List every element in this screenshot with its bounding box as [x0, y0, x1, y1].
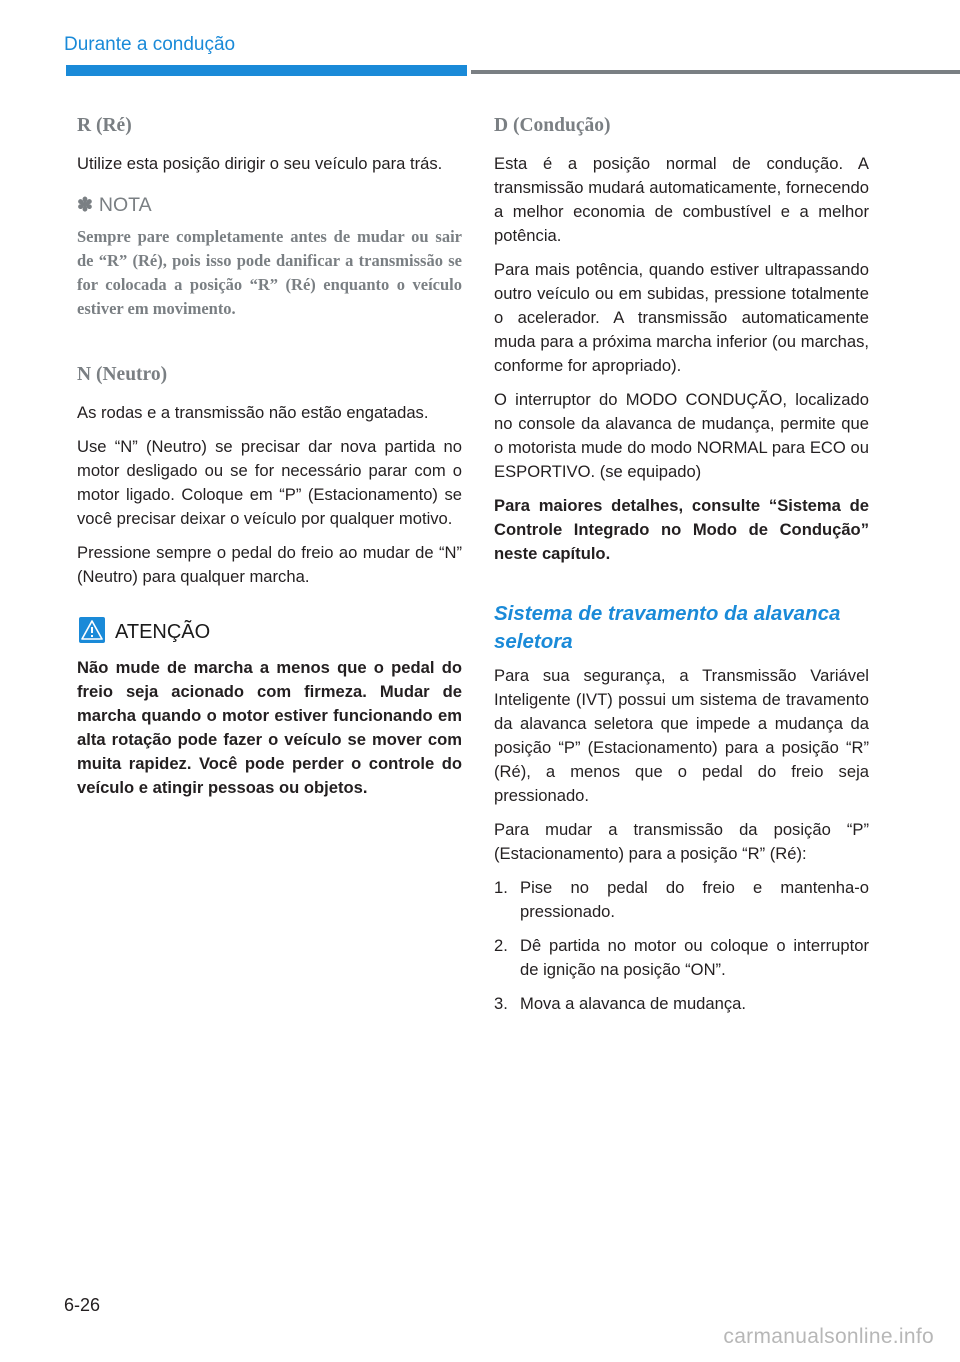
page-number: 6-26: [64, 1295, 101, 1315]
d-paragraph-3: O interruptor do MODO CONDUÇÃO, localizado no console da alavanca de mudança, permite que o motorista mude do modo NORMAL para ECO ou ESPORTIVO. (se equipado): [494, 390, 869, 481]
step-text: Pise no pedal do freio e mantenha-o pressionado.: [520, 878, 869, 921]
step-text: Mova a alavanca de mudança.: [520, 994, 747, 1013]
d-paragraph-1: Esta é a posição normal de condução. A transmissão mudará automaticamente, fornecendo a melhor economia de combustível e a melhor potência.: [494, 154, 869, 245]
heading-d: D (Condução): [494, 115, 611, 136]
list-item: [494, 992, 869, 1016]
atencao-heading: [77, 615, 462, 644]
d-paragraph-4: Para maiores detalhes, consulte “Sistema de Controle Integrado no Modo de Condução” neste capítulo.: [494, 496, 869, 563]
section-title: Durante a condução: [64, 34, 236, 55]
d-paragraph-2: Para mais potência, quando estiver ultrapassando outro veículo ou em subidas, pressione totalmente o acelerador. A transmissão automaticamente muda para a próxima marcha inferior (ou marchas, conforme for apropriado).: [494, 260, 869, 375]
step-number: 3.: [494, 994, 508, 1013]
atencao-text: Não mude de marcha a menos que o pedal do freio seja acionado com firmeza. Mudar de marcha quando o motor estiver funcionando em alta rotação pode fazer o veículo se mover com muita rapidez. Você pode perder o controle do veículo e atingir pessoas ou objetos.: [77, 658, 462, 797]
step-number: 1.: [494, 878, 508, 897]
nota-label: NOTA: [98, 194, 152, 216]
step-text: Dê partida no motor ou coloque o interruptor de ignição na posição “ON”.: [520, 936, 869, 979]
steps-list: [494, 876, 869, 1016]
lock-paragraph-2: Para mudar a transmissão da posição “P” (Estacionamento) para a posição “R” (Ré):: [494, 820, 869, 863]
header-divider-bar: [471, 70, 960, 74]
r-paragraph: Utilize esta posição dirigir o seu veículo para trás.: [77, 154, 443, 173]
list-item: [494, 934, 869, 982]
n-paragraph-3: Pressione sempre o pedal do freio ao mudar de “N” (Neutro) para qualquer marcha.: [77, 543, 462, 586]
atencao-label: ATENÇÃO: [115, 621, 211, 643]
warning-icon: [79, 617, 105, 643]
nota-heading: [77, 194, 462, 217]
left-column: [77, 112, 462, 800]
n-paragraph-2: Use “N” (Neutro) se precisar dar nova partida no motor desligado ou se for necessário parar com o motor ligado. Coloque em “P” (Estacionamento) se você precisar deixar o veículo por qualquer motivo.: [77, 437, 462, 528]
heading-shift-lock: Sistema de travamento da alavanca seletora: [494, 602, 841, 653]
list-item: [494, 876, 869, 924]
watermark: carmanualsonline.info: [723, 1325, 934, 1348]
lock-paragraph-1: Para sua segurança, a Transmissão Variável Inteligente (IVT) possui um sistema de travamento da alavanca seletora que impede a mudança da posição “P” (Estacionamento) para a posição “R” (Ré), a menos que o pedal do freio seja pressionado.: [494, 666, 869, 805]
heading-r: R (Ré): [77, 115, 132, 136]
right-column: [494, 112, 869, 1026]
n-paragraph-1: As rodas e a transmissão não estão engatadas.: [77, 403, 429, 422]
header-accent-bar: [66, 65, 467, 76]
heading-n: N (Neutro): [77, 364, 168, 385]
step-number: 2.: [494, 936, 508, 955]
nota-text: Sempre pare completamente antes de mudar ou sair de “R” (Ré), pois isso pode danificar a transmissão se for colocada a posição “R” (Ré) enquanto o veículo estiver em movimento.: [77, 227, 462, 318]
asterisk-icon: ✽: [77, 195, 93, 216]
